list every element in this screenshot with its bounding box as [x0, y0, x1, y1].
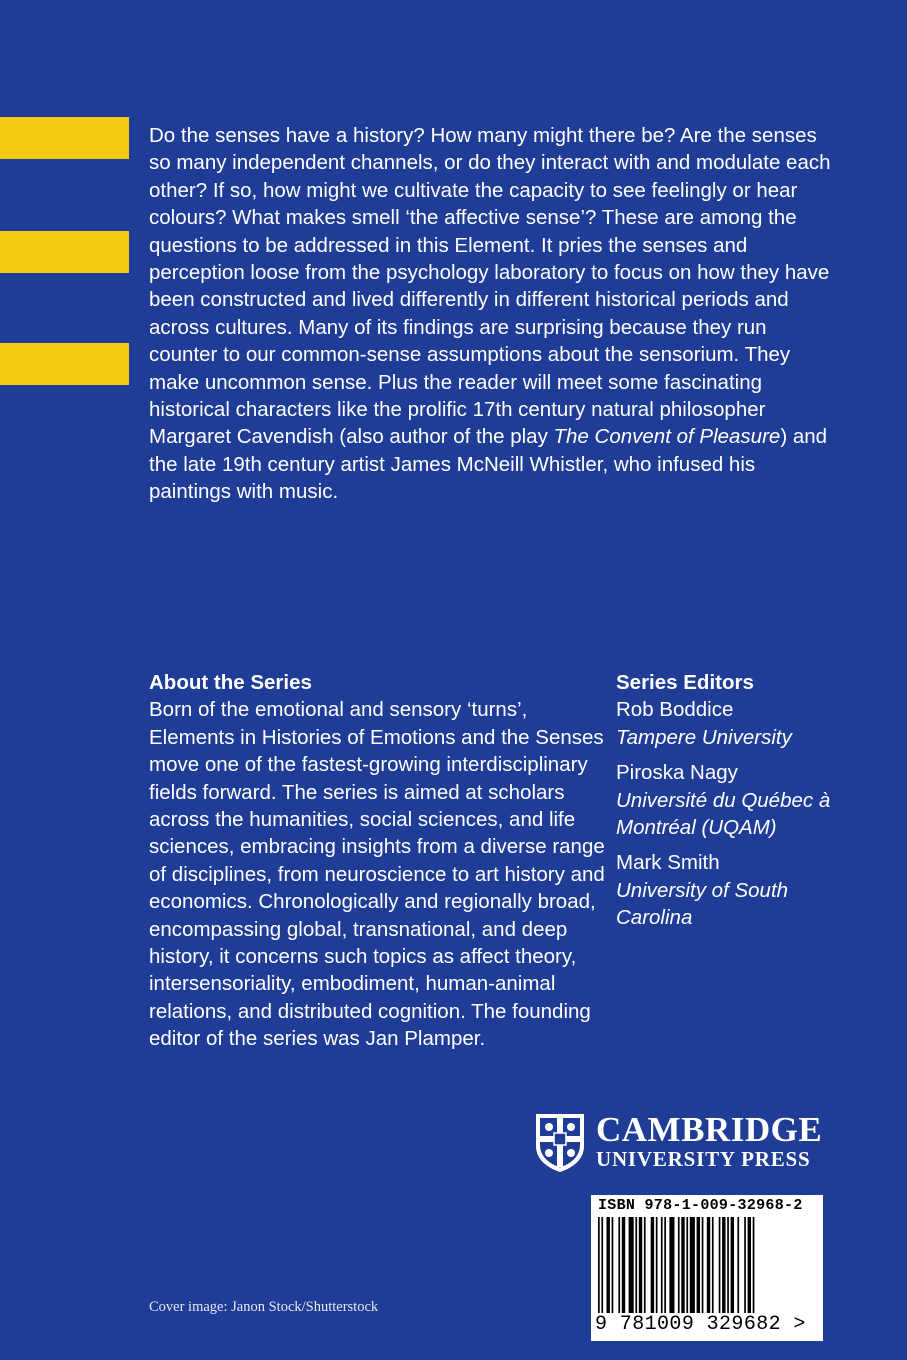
accent-bar-top — [0, 117, 129, 159]
barcode-digits: 9 781009 329682 > — [595, 1313, 806, 1336]
editor-name: Rob Boddice — [616, 698, 734, 722]
about-series-section — [149, 669, 609, 1053]
isbn-label: ISBN 978-1-009-32968-2 — [598, 1197, 803, 1214]
publisher-press: UNIVERSITY PRESS — [596, 1147, 811, 1171]
blurb-text-part2: ) and the late 19th century artist James McNeill Whistler, who infused his paintings with music. — [149, 425, 828, 504]
about-series-heading: About the Series — [149, 671, 312, 694]
editor-entry — [616, 849, 856, 931]
series-editors-heading: Series Editors — [616, 671, 754, 694]
publisher-logo — [534, 1112, 834, 1174]
editor-name: Mark Smith — [616, 851, 720, 875]
editor-institution: University of South Carolina — [616, 878, 789, 930]
blurb-text-part1: Do the senses have a history? How many might there be? Are the senses so many independent channels, or do they interact with and modulate each other? If so, how might we cultivate the capacity to see feelingly or hear colours? What makes smell ‘the affective sense’? These are among the questions to be addressed in this Element. It pries the senses and perception loose from the psychology laboratory to focus on how they have been constructed and lived differently in different historical periods and across cultures. Many of its findings are surprising because they run counter to our common-sense assumptions about the sensorium. They make uncommon sense. Plus the reader will meet some fascinating historical characters like the prolific 17th century natural philosopher Margaret Cavendish (also author of the play — [149, 124, 831, 449]
cover-image-credit: Cover image: Janon Stock/Shutterstock — [149, 1299, 379, 1315]
accent-bar-bottom — [0, 343, 129, 385]
blurb-play-title: The Convent of Pleasure — [553, 425, 781, 449]
accent-bar-middle — [0, 231, 129, 273]
about-series-text: Born of the emotional and sensory ‘turns’, Elements in Histories of Emotions and the Senses move one of the fastest-growing interdisciplinary fields forward. The series is aimed at scholars across the humanities, social sciences, and life sciences, embracing insights from a diverse range of disciplines, from neuroscience to art history and economics. Chronologically and regionally broad, encompassing global, transnational, and deep history, it concerns such topics as affect theory, intersensoriality, embodiment, human-animal relations, and distributed cognition. The founding editor of the series was Jan Plamper. — [149, 698, 605, 1051]
series-editors-section — [616, 669, 856, 940]
isbn-barcode — [591, 1195, 823, 1341]
editor-institution: Université du Québec à Montréal (UQAM) — [616, 788, 831, 840]
barcode-icon — [596, 1217, 818, 1315]
editor-entry — [616, 759, 856, 841]
back-cover-blurb — [149, 122, 839, 506]
publisher-name: CAMBRIDGE — [596, 1110, 823, 1149]
editor-name: Piroska Nagy — [616, 761, 738, 785]
editor-institution: Tampere University — [616, 725, 792, 749]
university-crest-icon — [534, 1112, 586, 1174]
editor-entry — [616, 696, 856, 751]
